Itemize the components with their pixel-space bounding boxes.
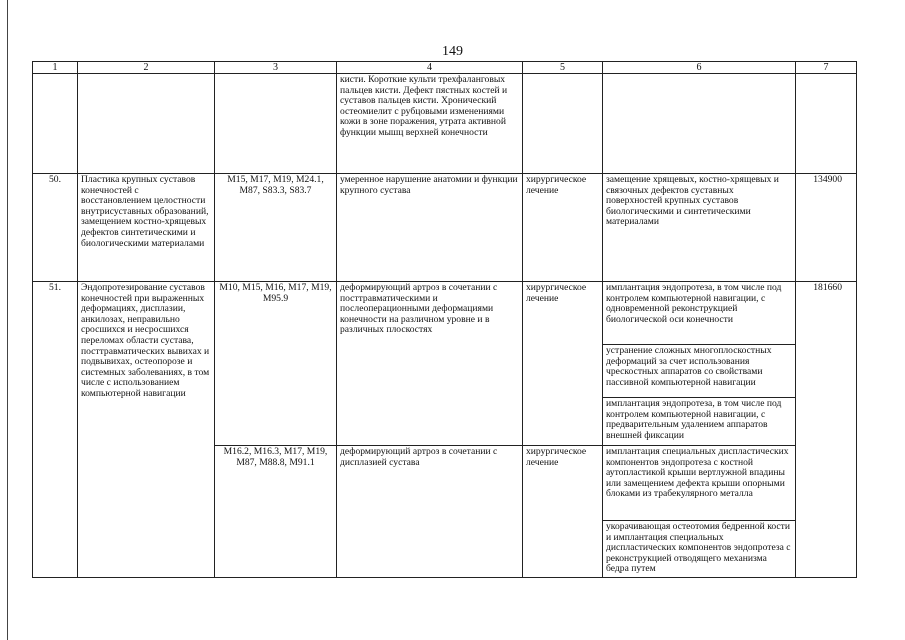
col-header-5: 5 <box>523 62 603 74</box>
treatment-method: замещение хрящевых, костно-хрящевых и связочных дефектов суставных поверхностей крупных суставов биологическими и синтетическими материалами <box>603 174 796 282</box>
treatment-type: хирургическое лечение <box>523 174 603 282</box>
treatment-type: хирургическое лечение <box>523 282 603 446</box>
continued-row <box>33 74 857 174</box>
col-header-1: 1 <box>33 62 78 74</box>
col-header-2: 2 <box>78 62 215 74</box>
column-numbers-row <box>33 62 857 74</box>
treatment-type: хирургическое лечение <box>523 446 603 578</box>
row-number: 50. <box>33 174 78 282</box>
page-number: 149 <box>442 44 463 59</box>
treatment-methods-cell <box>603 282 796 446</box>
patient-model: умеренное нарушение анатомии и функции крупного сустава <box>337 174 523 282</box>
table-row-51 <box>33 282 857 446</box>
treatment-method: имплантация специальных диспластических компонентов эндопротеза с костной аутопластикой крыши вертлужной впадины или замещением дефекта крыши опорными блоками из трабекулярного металла <box>603 446 795 521</box>
col-header-6: 6 <box>603 62 796 74</box>
continued-patient-model: кисти. Короткие культи трехфаланговых пальцев кисти. Дефект пястных костей и суставов пальцев кисти. Хронический остеомиелит с рубцовыми изменениями кожи в зоне поражения, утрата активной функции мышц верхней конечности <box>337 74 523 174</box>
row-number: 51. <box>33 282 78 578</box>
diagnosis-codes: M10, M15, M16, M17, M19, M95.9 <box>215 282 337 446</box>
col-header-3: 3 <box>215 62 337 74</box>
services-table <box>32 61 857 578</box>
treatment-methods-cell <box>603 446 796 578</box>
patient-model: деформирующий артроз в сочетании с дисплазией сустава <box>337 446 523 578</box>
treatment-method: имплантация эндопротеза, в том числе под контролем компьютерной навигации, с одновременной реконструкцией биологической оси конечности <box>603 282 795 345</box>
table-row-50 <box>33 174 857 282</box>
cost-value: 134900 <box>796 174 857 282</box>
cost-value: 181660 <box>796 282 857 578</box>
diagnosis-codes: M15, M17, M19, M24.1, M87, S83.3, S83.7 <box>215 174 337 282</box>
treatment-method: имплантация эндопротеза, в том числе под контролем компьютерной навигации, с предварительным удалением аппаратов внешней фиксации <box>606 398 782 441</box>
patient-model: деформирующий артроз в сочетании с посттравматическими и послеоперационными деформациями конечности на различном уровне и в различных плоскостях <box>337 282 523 446</box>
treatment-method: укорачивающая остеотомия бедренной кости и имплантация специальных диспластических компонентов эндопротеза с реконструкцией отводящего механизма бедра путем <box>606 521 791 575</box>
treatment-method: устранение сложных многоплоскостных деформаций за счет использования чрескостных аппаратов со свойствами пассивной компьютерной навигации <box>603 345 795 398</box>
col-header-7: 7 <box>796 62 857 74</box>
diagnosis-codes: M16.2, M16.3, M17, M19, M87, M88.8, M91.1 <box>215 446 337 578</box>
service-name: Эндопротезирование суставов конечностей при выраженных деформациях, дисплазии, анкилозах, неправильно сросшихся и несросшихся переломах области сустава, посттравматических вывихах и подвывихах, остеопорозе и системных заболеваниях, в том числе с использованием компьютерной навигации <box>78 282 215 578</box>
service-name: Пластика крупных суставов конечностей с восстановлением целостности внутрисуставных образований, замещением костно-хрящевых дефектов синтетическими и биологическими материалами <box>78 174 215 282</box>
col-header-4: 4 <box>337 62 523 74</box>
scan-left-edge-line <box>7 0 8 640</box>
